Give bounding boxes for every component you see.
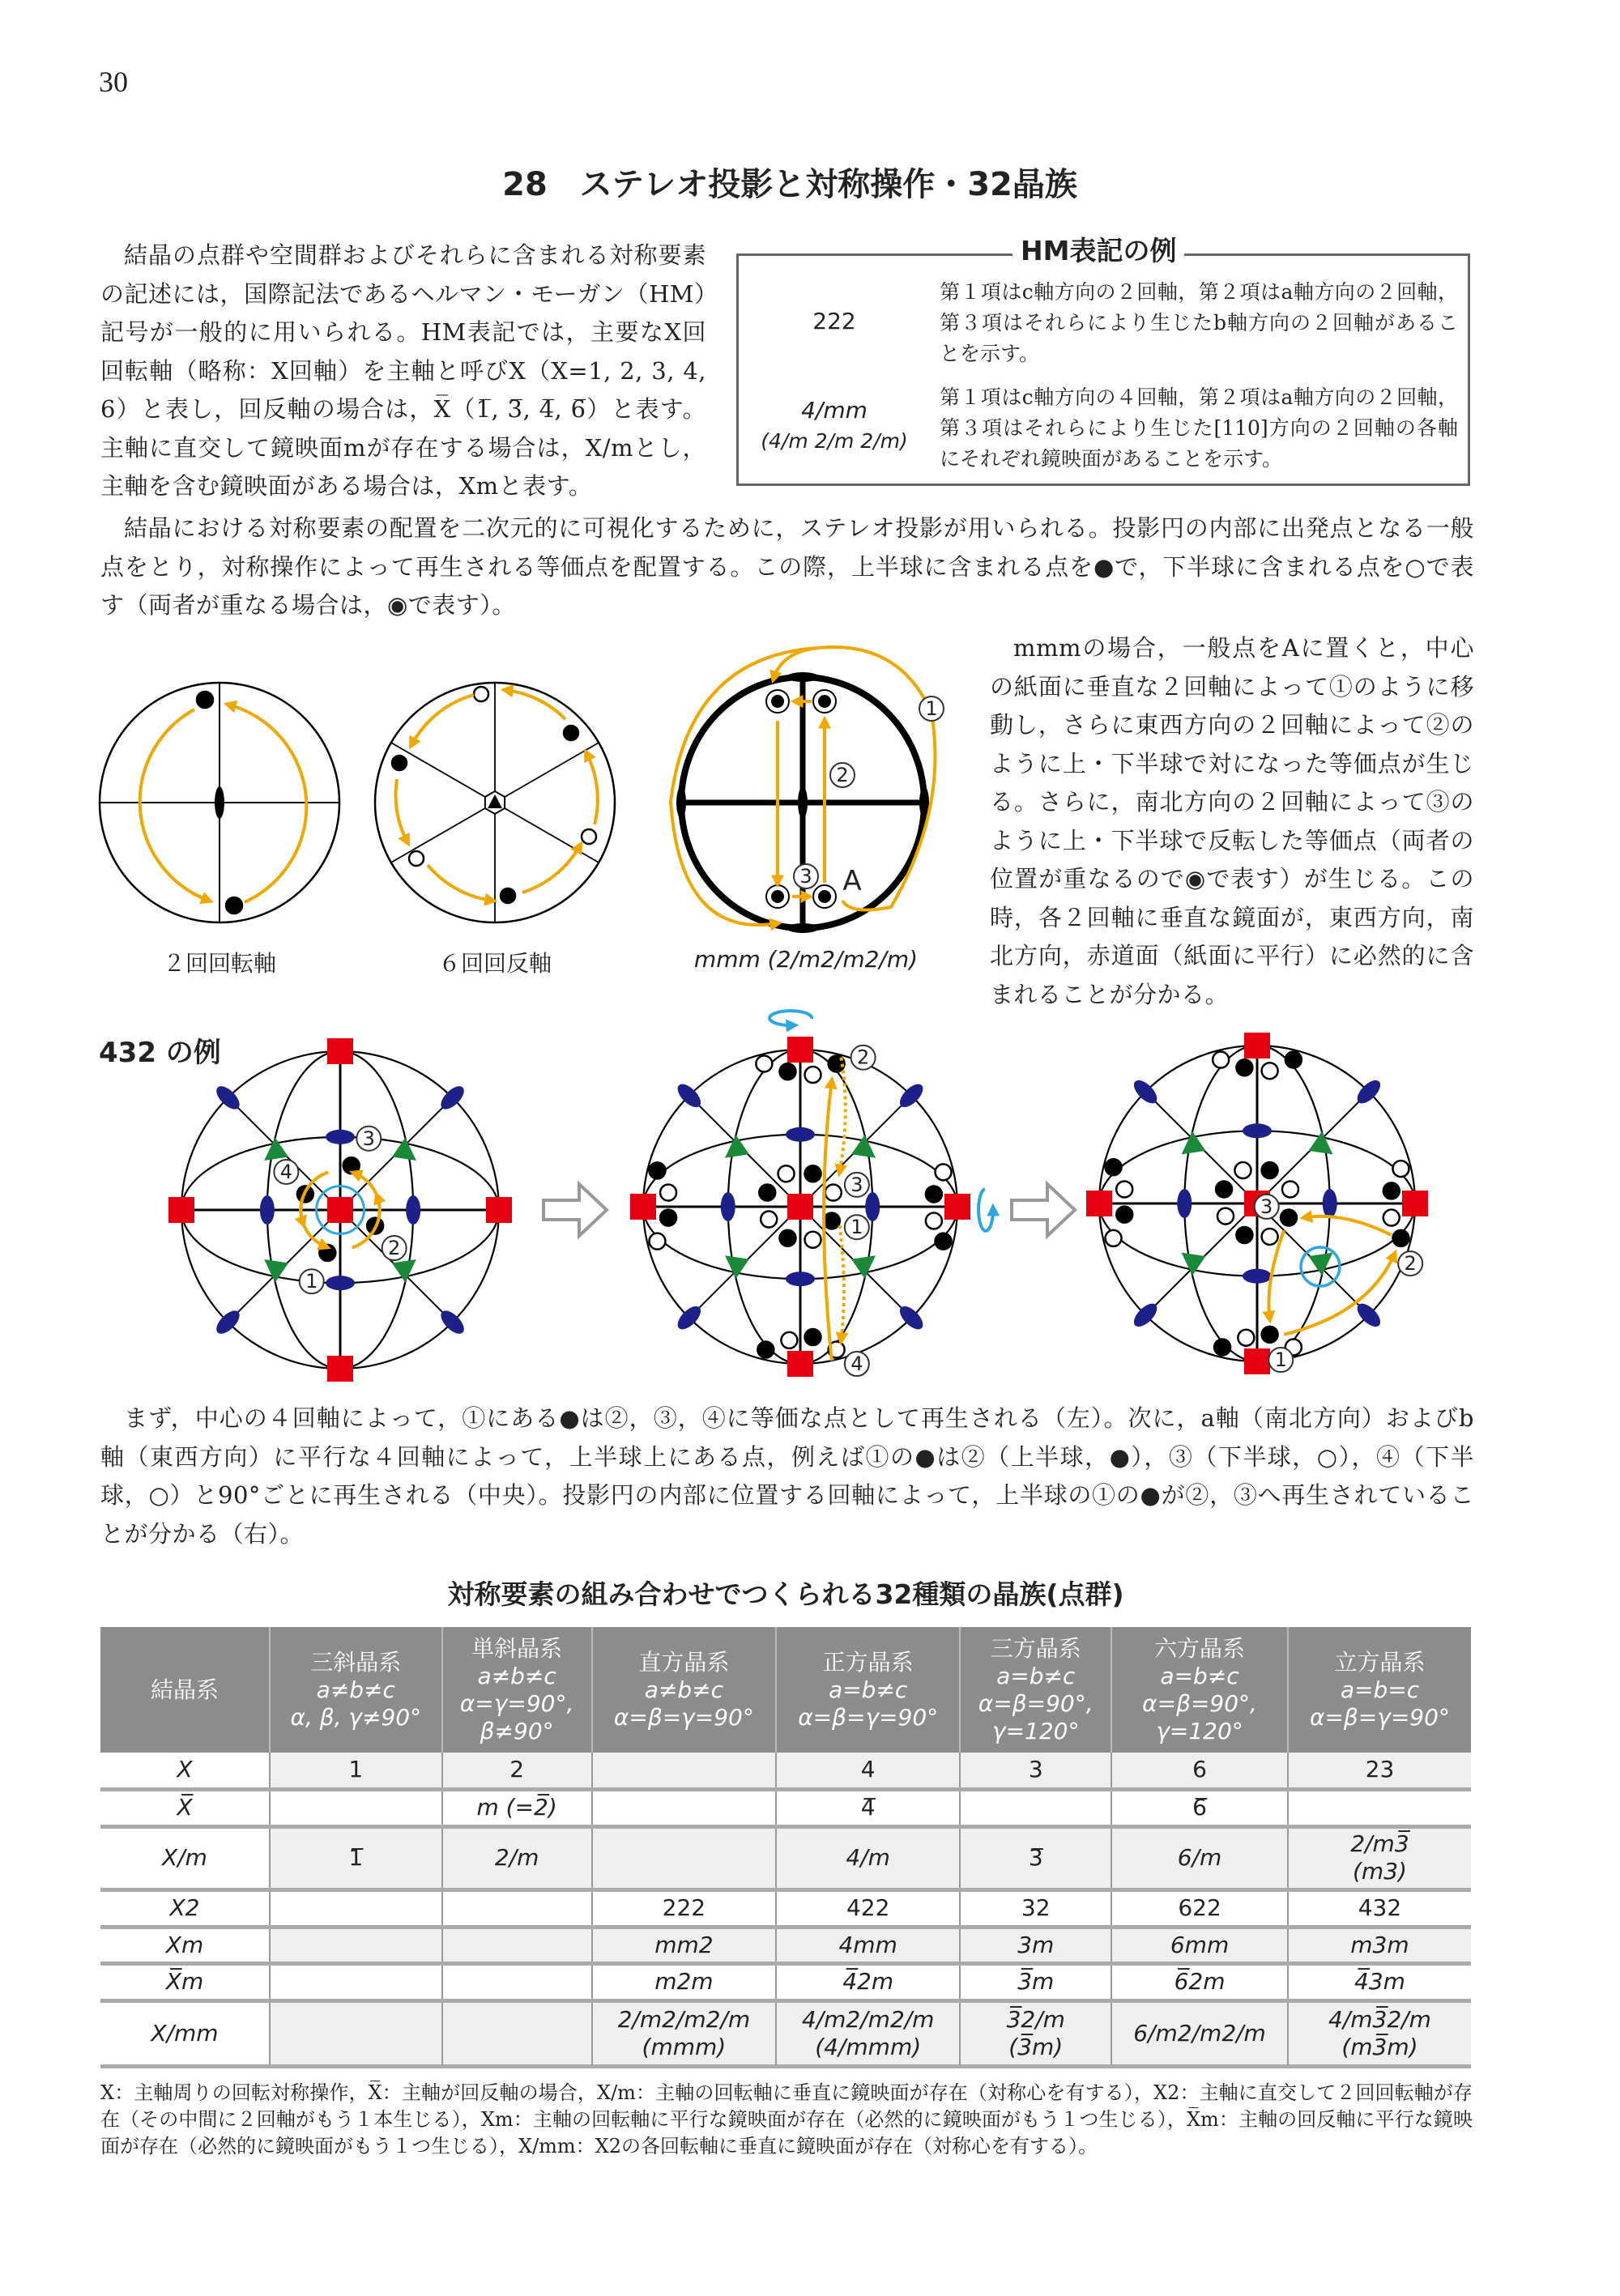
- header-lattice-condition: a=b≠c: [1160, 1662, 1239, 1689]
- left-label-3: 3: [362, 1127, 375, 1150]
- lower-point: [582, 829, 596, 844]
- lower-point: [1238, 1330, 1254, 1346]
- lower-point: [1116, 1181, 1132, 1197]
- upper-point: [805, 1329, 821, 1345]
- header-lattice-condition: α=γ=90°,: [459, 1689, 574, 1717]
- mmm-label-A: A: [842, 865, 862, 897]
- lower-point: [1392, 1161, 1409, 1177]
- rotation-arrow: [522, 846, 580, 892]
- upper-point: [759, 1185, 775, 1201]
- header-system-name: 三斜晶系: [310, 1648, 402, 1676]
- upper-point: [779, 1230, 795, 1246]
- upper-point: [1281, 1210, 1297, 1226]
- table-cell: [442, 1927, 592, 1963]
- header-lattice-condition: α=β=90°,: [1142, 1689, 1257, 1717]
- 4fold-axis-symbol: [787, 1351, 813, 1377]
- lower-point: [1217, 1208, 1234, 1225]
- header-lattice-condition: α=β=90°,: [978, 1689, 1094, 1717]
- hm-symbol-4mm: 4/mm: [801, 397, 868, 424]
- table-header-row: [100, 1627, 1471, 1753]
- rotation-arrow: [395, 779, 407, 842]
- upper-point: [824, 1212, 840, 1229]
- 2fold-axis-symbol: [215, 786, 224, 819]
- center-label-2: 2: [856, 1046, 870, 1069]
- table-cell: 222: [592, 1889, 776, 1927]
- table-cell: 1: [270, 1753, 442, 1789]
- upper-point: [1216, 1181, 1232, 1197]
- header-5: [960, 1627, 1111, 1753]
- table-cell: 6mm: [1111, 1927, 1288, 1963]
- table-cell: mm2: [592, 1927, 776, 1963]
- upper-point: [1116, 1207, 1132, 1223]
- row-label: Xm: [100, 1927, 270, 1963]
- table-cell: 4: [776, 1753, 960, 1789]
- table-row: [100, 1963, 1471, 2000]
- caption-6fold-rotoinversion: ６回回反軸: [437, 950, 552, 977]
- header-system-name: 正方晶系: [822, 1648, 914, 1676]
- row-label: X̅: [100, 1789, 270, 1826]
- table-cell: 4̅2m: [776, 1963, 960, 2000]
- table-footnote: X：主軸周りの回転対称操作，X̅：主軸が回反軸の場合，X/m：主軸の回転軸に垂直に鏡映面が存在（対称心を有する），X2：主軸に直交して２回回転軸が存在（その中間に２回軸がもう１本生じる），Xm：主軸の回転軸に平行な鏡映面が存在（必然的に鏡映面がもう１つ生じる），X̅m：主軸の回反軸に平行な鏡映面が存在（必然的に鏡映面がもう１つ生じる），X/mm：X2の各回転軸に垂直に鏡映面が存在（対称心を有する）。: [100, 2081, 1473, 2158]
- header-system-name: 三方晶系: [990, 1634, 1081, 1662]
- row-label: X2: [100, 1889, 270, 1927]
- upper-point: [226, 897, 242, 914]
- upper-point: [1262, 1162, 1278, 1178]
- upper-point: [649, 1162, 665, 1178]
- table-cell: 4/m3̅2/m (m3̅m): [1288, 2000, 1471, 2066]
- row-label: X̅m: [100, 1963, 270, 2000]
- example-432-heading: 432 の例: [99, 1037, 221, 1069]
- 2fold-axis-symbol: [1177, 1189, 1192, 1218]
- table-cell: 4/m2/m2/m (4/mmm): [776, 2000, 960, 2066]
- table-row: [100, 2000, 1471, 2066]
- table-cell: [270, 1789, 442, 1826]
- lower-point: [409, 851, 424, 866]
- upper-point: [660, 1210, 676, 1226]
- header-lattice-condition: α=β=γ=90°: [613, 1703, 754, 1731]
- upper-point: [343, 1157, 360, 1174]
- 4fold-axis-symbol: [1086, 1191, 1112, 1216]
- table-cell: 422: [776, 1889, 960, 1927]
- rotation-arrow: [354, 1173, 380, 1221]
- header-crystal-system: 結晶系: [100, 1627, 270, 1753]
- 4fold-axis-symbol: [168, 1197, 194, 1223]
- table-cell: 3̅: [960, 1826, 1111, 1889]
- left-label-2: 2: [387, 1237, 401, 1260]
- lower-point: [1282, 1181, 1298, 1197]
- 2fold-axis-symbol: [786, 1272, 815, 1286]
- table-cell: [1288, 1789, 1471, 1826]
- upper-point: [926, 1186, 942, 1202]
- lower-point: [1106, 1230, 1122, 1246]
- 4fold-axis-symbol: [327, 1038, 353, 1064]
- table-row: [100, 1927, 1471, 1963]
- lower-point: [474, 687, 488, 701]
- upper-point: [757, 1342, 774, 1358]
- lower-point: [660, 1185, 676, 1201]
- header-system-name: 立方晶系: [1334, 1648, 1426, 1676]
- table-cell: 3m: [960, 1927, 1111, 1963]
- center-label-4: 4: [850, 1352, 863, 1375]
- upper-point: [805, 1165, 821, 1182]
- 4fold-axis-symbol: [327, 1356, 353, 1382]
- table-cell: 4/m: [776, 1826, 960, 1889]
- rotation-arrow: [586, 753, 598, 824]
- table-cell: 6/m: [1111, 1826, 1288, 1889]
- upper-point: [1383, 1182, 1400, 1199]
- rotation-arrow-left: [140, 709, 209, 901]
- header-lattice-condition: a=b≠c: [829, 1676, 908, 1703]
- table-cell: [960, 1789, 1111, 1826]
- lower-point: [781, 1332, 797, 1348]
- header-lattice-condition: α=β=γ=90°: [1310, 1703, 1450, 1731]
- table-cell: [442, 2000, 592, 2066]
- 4fold-axis-symbol: [486, 1197, 512, 1223]
- table-cell: [592, 1826, 776, 1889]
- lower-point: [778, 1165, 795, 1182]
- header-2: [442, 1627, 592, 1753]
- left-label-1: 1: [305, 1270, 318, 1293]
- upper-point: [1285, 1052, 1302, 1068]
- table-row: [100, 1826, 1471, 1889]
- coincident-point-core: [818, 695, 831, 708]
- 4fold-axis-symbol: [944, 1194, 970, 1220]
- table-cell: 622: [1111, 1889, 1288, 1927]
- 2fold-axis-symbol: [406, 1195, 420, 1225]
- lower-point: [1234, 1162, 1251, 1178]
- header-3: [592, 1627, 776, 1753]
- hm-description-222: 第１項はc軸方向の２回軸，第２項はa軸方向の２回軸，第３項はそれらにより生じたb軸方向の２回軸があることを示す。: [940, 280, 1458, 365]
- mmm-label-2: 2: [836, 764, 849, 786]
- hm-symbol-4mm-full: (4/m 2/m 2/m): [761, 429, 908, 453]
- 4fold-axis-symbol: [1402, 1191, 1428, 1216]
- table-cell: m3m: [1288, 1927, 1471, 1963]
- header-lattice-condition: a≠b≠c: [316, 1676, 395, 1703]
- 2fold-axis-symbol: [787, 923, 819, 933]
- header-lattice-condition: β≠90°: [480, 1717, 554, 1744]
- 2fold-axis-symbol: [1243, 1269, 1272, 1284]
- upper-point: [1106, 1159, 1122, 1175]
- stereogram-432: [630, 1037, 970, 1377]
- rotation-arrow: [428, 865, 492, 901]
- upper-point: [1236, 1227, 1252, 1243]
- lower-point: [926, 1212, 942, 1229]
- coincident-point-core: [771, 695, 784, 708]
- lower-point: [1262, 1063, 1278, 1079]
- table-cell: 3̅2/m (3̅m): [960, 2000, 1111, 2066]
- table-cell: 4̅3m: [1288, 1963, 1471, 2000]
- table-cell: [442, 1963, 592, 2000]
- table-cell: 2: [442, 1753, 592, 1789]
- header-lattice-condition: a≠b≠c: [477, 1662, 556, 1689]
- header-1: [270, 1627, 442, 1753]
- rotation-arrow-dotted: [840, 1225, 844, 1340]
- stereogram-432: [168, 1038, 512, 1382]
- next-step-arrow-icon: [544, 1184, 607, 1236]
- lower-point: [1262, 1229, 1278, 1245]
- coincident-point-core: [818, 890, 831, 903]
- intro-paragraph: 結晶の点群や空間群およびそれらに含まれる対称要素の記述には，国際記法であるヘルマン・モーガン（HM）記号が一般的に用いられる。HM表記では，主要なX回回転軸（略称：X回軸）を主軸と呼びX（X=1, 2, 3, 4, 6）と表し，回反軸の場合は，X̅（1̅, 3̅, 4̅, 6̅）と表す。主軸に直交して鏡映面mが存在する場合は，X/mとし，主軸を含む鏡映面がある場合は，Xmと表す。: [100, 241, 706, 500]
- upper-point: [1236, 1059, 1252, 1076]
- upper-point: [1214, 1339, 1230, 1355]
- center-label-1: 1: [850, 1216, 863, 1239]
- hm-symbol-222: 222: [812, 308, 856, 334]
- lower-point: [761, 1212, 777, 1228]
- rotation-indicator-icon: [770, 1011, 812, 1025]
- header-lattice-condition: γ=120°: [992, 1717, 1080, 1744]
- row-label: X/mm: [100, 2000, 270, 2066]
- lower-point: [805, 1067, 821, 1083]
- table-cell: [270, 1889, 442, 1927]
- table-cell: 6̅: [1111, 1789, 1288, 1826]
- table-cell: m (=2̅): [442, 1789, 592, 1826]
- header-system-name: 単斜晶系: [471, 1634, 563, 1662]
- 2fold-axis-symbol: [865, 1192, 880, 1221]
- right-label-2: 2: [1404, 1252, 1417, 1276]
- 2fold-axis-symbol: [787, 672, 819, 682]
- upper-point: [1262, 1327, 1278, 1343]
- header-7: [1288, 1627, 1471, 1753]
- 2fold-axis-symbol: [326, 1276, 355, 1290]
- upper-point: [197, 692, 213, 708]
- header-4: [776, 1627, 960, 1753]
- lower-point: [649, 1233, 665, 1250]
- lower-point: [1213, 1052, 1229, 1068]
- table-cell: 6: [1111, 1753, 1288, 1789]
- table-row: [100, 1789, 1471, 1826]
- table-cell: 4mm: [776, 1927, 960, 1963]
- header-lattice-condition: a≠b≠c: [644, 1676, 723, 1703]
- upper-point: [501, 888, 515, 903]
- row-label: X/m: [100, 1826, 270, 1889]
- table-cell: 2/m3̅ (m3): [1288, 1826, 1471, 1889]
- 2fold-axis-symbol: [1243, 1123, 1272, 1138]
- upper-point: [319, 1245, 335, 1261]
- 4fold-axis-symbol: [630, 1194, 656, 1220]
- 2fold-axis-symbol: [798, 786, 808, 819]
- header-system-name: 直方晶系: [638, 1648, 730, 1676]
- 4fold-axis-symbol: [327, 1197, 353, 1223]
- table-cell: 3̅m: [960, 1963, 1111, 2000]
- right-label-1: 1: [1274, 1348, 1287, 1372]
- page-number: 30: [99, 66, 128, 98]
- 4fold-axis-symbol: [787, 1037, 813, 1063]
- coincident-point-core: [771, 890, 784, 903]
- header-lattice-condition: γ=120°: [1156, 1717, 1243, 1744]
- table-row: [100, 1889, 1471, 1927]
- table-cell: [442, 1889, 592, 1927]
- left-label-4: 4: [279, 1160, 293, 1183]
- mmm-label-1: 1: [925, 697, 938, 720]
- example-paragraph: まず，中心の４回軸によって，①にある●は②，③，④に等価な点として再生される（左）。次に，a軸（南北方向）およびb軸（東西方向）に平行な４回軸によって，上半球上にある点，例えば①の●は②（上半球，●），③（下半球，○），④（下半球，○）と90°ごとに再生される（中央）。投影円の内部に位置する回軸によって，上半球の①の●が②，③へ再生されていることが分かる（右）。: [100, 1404, 1474, 1548]
- rotation-arrow: [505, 690, 565, 719]
- rotation-arrow: [301, 1198, 326, 1246]
- page-title: 28 ステレオ投影と対称操作・32晶族: [502, 166, 1077, 203]
- table-cell: 32: [960, 1889, 1111, 1927]
- stereo-paragraph: 結晶における対称要素の配置を二次元的に可視化するために，ステレオ投影が用いられる。投影円の内部に出発点となる一般点をとり，対称操作によって再生される等価点を配置する。この際，上半球に含まれる点を●で，下半球に含まれる点を○で表す（両者が重なる場合は，◉で表す）。: [100, 514, 1474, 619]
- 2fold-axis-symbol: [326, 1130, 355, 1144]
- table-cell: 3: [960, 1753, 1111, 1789]
- mmm-paragraph: mmmの場合，一般点をAに置くと，中心の紙面に垂直な２回軸によって①のように移動し，さらに東西方向の２回軸によって②のように上・下半球で対になった等価点が生じる。さらに，南北方向の２回軸によって③のように上・下半球で反転した等価点（両者の位置が重なるので◉で表す）が生じる。この時，各２回軸に垂直な鏡面が，東西方向，南北方向，赤道面（紙面に平行）に必然的に含まれることが分かる。: [990, 634, 1474, 1008]
- header-system-name: 六方晶系: [1154, 1634, 1246, 1662]
- 4fold-axis-symbol: [1244, 1033, 1270, 1059]
- next-step-arrow-icon: [1012, 1184, 1075, 1236]
- table-cell: m2m: [592, 1963, 776, 2000]
- table-cell: 6̅2m: [1111, 1963, 1288, 2000]
- right-label-3: 3: [1260, 1195, 1273, 1218]
- table-row: [100, 1753, 1471, 1789]
- header-lattice-condition: a=b=c: [1340, 1676, 1420, 1703]
- table-cell: 6/m2/m2/m: [1111, 2000, 1288, 2066]
- table-cell: [270, 1963, 442, 2000]
- lower-point: [805, 1232, 821, 1248]
- 2fold-axis-symbol: [260, 1195, 275, 1225]
- rotation-arrow: [1305, 1216, 1392, 1235]
- 4fold-axis-symbol: [787, 1194, 813, 1220]
- lower-point: [756, 1055, 772, 1071]
- upper-point: [936, 1233, 952, 1250]
- table-cell: 2/m: [442, 1826, 592, 1889]
- rotation-arrow: [411, 695, 474, 745]
- table-cell: 23: [1288, 1753, 1471, 1789]
- table-cell: 4̅: [776, 1789, 960, 1826]
- lower-point: [936, 1164, 952, 1180]
- header-lattice-condition: α=β=γ=90°: [798, 1703, 939, 1731]
- upper-point: [564, 726, 578, 740]
- upper-point: [779, 1063, 795, 1080]
- hm-description-4mm: 第１項はc軸方向の４回軸，第２項はa軸方向の２回軸，第３項はそれらにより生じた[110]方向の２回軸の各軸にそれぞれ鏡映面があることを示す。: [940, 386, 1458, 471]
- upper-point: [392, 756, 407, 770]
- row-label: X: [100, 1753, 270, 1789]
- header-6: [1111, 1627, 1288, 1753]
- header-lattice-condition: a=b≠c: [996, 1662, 1076, 1689]
- table-cell: [270, 2000, 442, 2066]
- table-cell: [592, 1753, 776, 1789]
- lower-point: [825, 1185, 842, 1201]
- table-cell: [270, 1927, 442, 1963]
- table-cell: [592, 1789, 776, 1826]
- 2fold-axis-symbol: [676, 786, 686, 819]
- center-label-3: 3: [850, 1173, 863, 1196]
- caption-2fold-rotation: ２回回転軸: [162, 950, 276, 977]
- table-cell: 1̅: [270, 1826, 442, 1889]
- hm-box-title: HM表記の例: [1013, 235, 1184, 267]
- header-lattice-condition: α, β, γ≠90°: [290, 1703, 422, 1731]
- 2fold-axis-symbol: [786, 1127, 815, 1142]
- caption-mmm: mmm (2/m2/m2/m): [693, 946, 919, 973]
- lower-point: [1383, 1210, 1400, 1226]
- rotation-indicator-icon: [978, 1189, 993, 1231]
- 2fold-axis-symbol: [721, 1192, 735, 1221]
- crystal-class-table: [100, 1627, 1471, 2068]
- 2fold-axis-symbol: [1323, 1189, 1337, 1218]
- mmm-label-3: 3: [799, 865, 812, 888]
- table-title: 対称要素の組み合わせでつくられる32種類の晶族(点群): [447, 1578, 1124, 1610]
- upper-point: [1392, 1230, 1409, 1246]
- table-cell: 2/m2/m2/m (mmm): [592, 2000, 776, 2066]
- table-cell: 432: [1288, 1889, 1471, 1927]
- 4fold-axis-symbol: [1244, 1348, 1270, 1374]
